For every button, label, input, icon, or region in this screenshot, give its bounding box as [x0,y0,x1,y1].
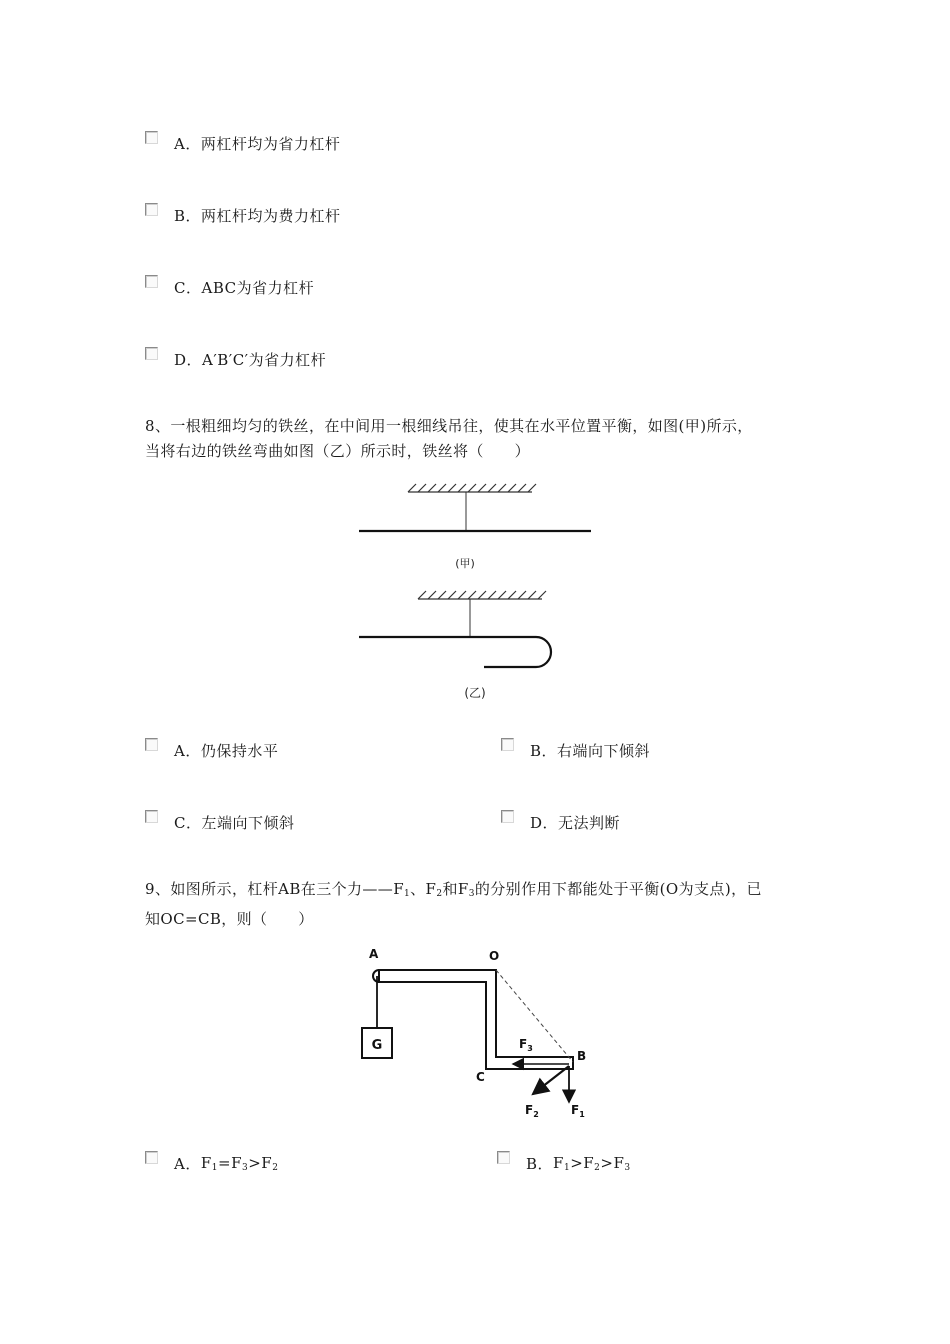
option-letter: A． [174,1155,201,1173]
q8-question [145,414,825,464]
subscript: 2 [436,889,443,899]
option-letter: C． [174,279,202,297]
label-f1: $F_1$ [571,1103,585,1119]
force-f2-arrow [533,1066,569,1094]
checkbox[interactable] [501,810,514,823]
option-text: A′B′C′为省力杠杆 [202,351,327,369]
q9-line1 [145,877,825,907]
q8-option-b[interactable] [501,740,650,761]
option-text: 左端向下倾斜 [201,814,295,832]
figure-jia-label: (甲) [455,557,475,570]
q9-text: 、F [410,880,437,898]
lever-diagram [355,940,615,1125]
ceiling-hatch-icon [408,484,536,492]
checkbox[interactable] [501,738,514,751]
q8-line2: 当将右边的铁丝弯曲如图（乙）所示时，铁丝将（ ） [145,442,531,460]
option-text: $F_1=F_3>F_2$ [200,1154,279,1173]
option-text: ABC为省力杠杆 [201,279,315,297]
subscript: 1 [404,889,411,899]
q9-option-a[interactable] [145,1153,278,1174]
label-a: A [369,947,379,961]
q9-option-b[interactable] [497,1153,631,1174]
option-text: 无法判断 [558,814,621,832]
option-text: 仍保持水平 [200,742,279,760]
label-o: O [489,949,500,963]
q9-question [145,877,825,932]
label-f3: $F_3$ [519,1037,533,1053]
q9-text: 的分别作用下都能处于平衡(O为支点)，已 [474,880,762,898]
q7-option-c[interactable] [145,277,314,298]
q8-option-a[interactable] [145,740,278,761]
q7-option-b[interactable] [145,205,341,226]
checkbox[interactable] [145,203,158,216]
label-g: G [371,1038,383,1053]
figure-yi [356,585,596,705]
checkbox[interactable] [145,1151,158,1164]
checkbox[interactable] [497,1151,510,1164]
option-text: 右端向下倾斜 [557,742,651,760]
option-text: 两杠杆均为省力杠杆 [200,135,341,153]
q8-line1: 8、一根粗细均匀的铁丝，在中间用一根细线吊往，使其在水平位置平衡，如图(甲)所示， [145,417,753,435]
ceiling-hatch-icon [418,591,546,599]
q8-option-c[interactable] [145,812,295,833]
wire-bent [359,637,551,667]
label-c: C [476,1070,485,1084]
option-letter: D． [530,814,559,832]
q9-text: 9、如图所示，杠杆AB在三个力——F [145,880,405,898]
q7-option-a[interactable] [145,133,340,154]
figure-jia [356,478,596,578]
option-letter: A． [174,742,201,760]
q7-option-d[interactable] [145,349,326,370]
figure-yi-label: (乙) [464,686,486,700]
option-letter: C． [174,814,202,832]
subscript: 3 [468,889,475,899]
q8-option-d[interactable] [501,812,620,833]
label-f2: $F_2$ [525,1103,539,1119]
option-text: 两杠杆均为费力杠杆 [201,207,341,225]
checkbox[interactable] [145,131,158,144]
option-letter: D． [174,351,203,369]
checkbox[interactable] [145,275,158,288]
q9-line2: 知OC=CB，则（ ） [145,910,314,928]
option-letter: B． [530,742,558,760]
option-letter: B． [526,1155,554,1173]
checkbox[interactable] [145,347,158,360]
checkbox[interactable] [145,738,158,751]
checkbox[interactable] [145,810,158,823]
label-b: B [577,1049,587,1063]
option-letter: A． [174,135,201,153]
option-letter: B． [174,207,202,225]
option-text: $F_1>F_2>F_3$ [553,1154,631,1173]
q9-text: 和F [442,880,469,898]
